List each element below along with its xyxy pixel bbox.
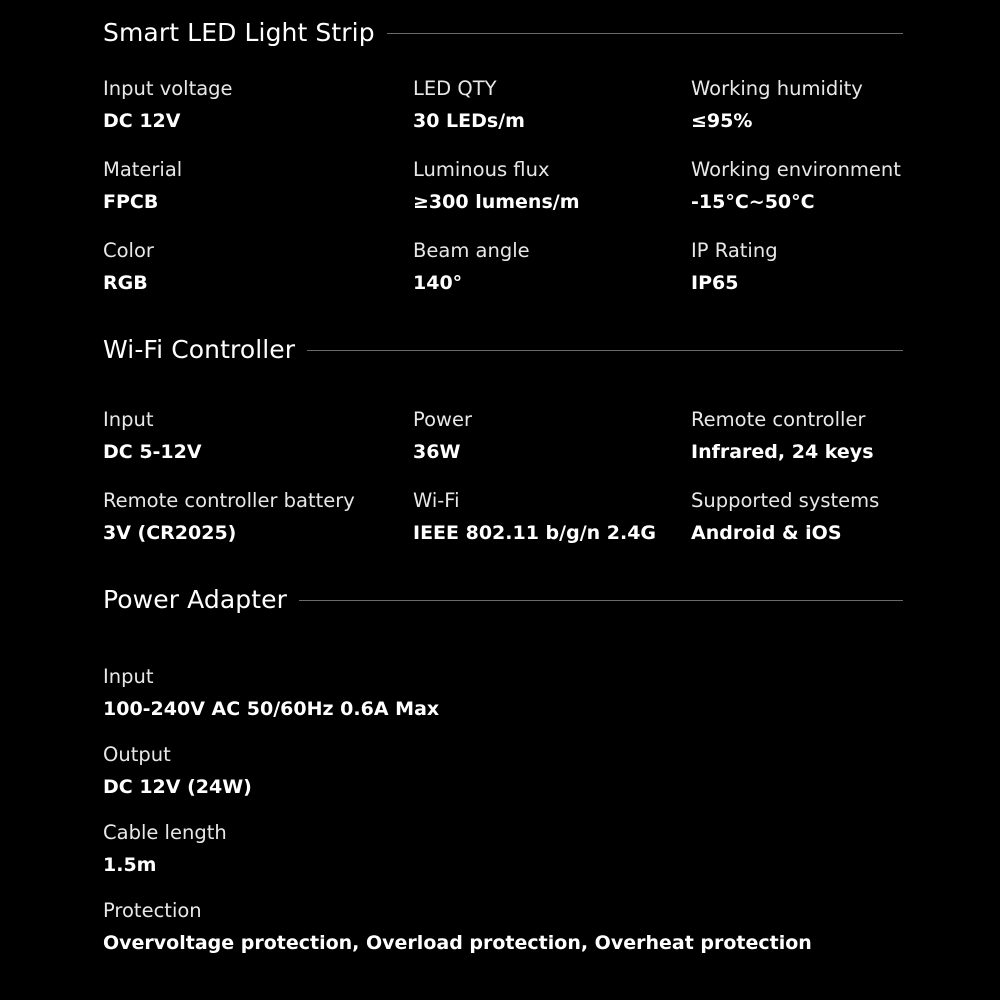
spec-label: Material [103, 157, 183, 181]
spec-item [413, 54, 691, 135]
spacer [103, 297, 903, 317]
spec-grid-smart-led-light-strip [103, 54, 903, 297]
spec-label: Input [103, 407, 154, 431]
spec-item [103, 135, 413, 216]
section-header-smart-led-light-strip [103, 18, 903, 48]
spec-value: 140° [413, 272, 463, 295]
spec-value: DC 12V (24W) [103, 776, 252, 799]
spec-label: Protection [103, 898, 202, 922]
spec-item [103, 801, 903, 879]
spec-value: FPCB [103, 191, 159, 214]
spec-label: LED QTY [413, 77, 497, 100]
spec-item [103, 54, 413, 135]
spec-item [103, 216, 413, 297]
spec-value: RGB [103, 272, 148, 295]
spec-item [691, 135, 903, 216]
spec-item [691, 385, 903, 466]
spec-item [691, 466, 903, 547]
spec-label: Working environment [691, 157, 901, 181]
section-title: Power Adapter [103, 585, 299, 615]
spec-label: Wi-Fi [413, 488, 460, 512]
spec-item [691, 54, 903, 135]
spec-label: Working humidity [691, 77, 863, 100]
spec-value: ≥300 lumens/m [413, 191, 580, 214]
spec-label: Beam angle [413, 238, 530, 262]
spec-value: Overvoltage protection, Overload protection, Overheat protection [103, 931, 812, 954]
spacer [103, 547, 903, 567]
spec-grid-wifi-controller [103, 385, 903, 547]
spec-item [103, 645, 903, 723]
spec-item [413, 135, 691, 216]
spec-item [413, 216, 691, 297]
spec-value: Infrared, 24 keys [691, 441, 874, 464]
spec-item [691, 216, 903, 297]
section-title: Smart LED Light Strip [103, 18, 387, 48]
spec-label: Supported systems [691, 488, 880, 512]
spec-value: -15°C~50°C [691, 191, 815, 214]
spec-label: Power [413, 407, 472, 431]
spec-label: Color [103, 238, 154, 262]
spec-label: Cable length [103, 820, 227, 844]
spec-value: Android & iOS [691, 522, 842, 545]
spec-item [413, 466, 691, 547]
spec-stack-power-adapter [103, 645, 903, 957]
spec-item [103, 385, 413, 466]
spec-value: DC 5-12V [103, 441, 202, 464]
spec-value: 30 LEDs/m [413, 110, 525, 133]
spacer [103, 371, 903, 385]
spec-item [103, 879, 903, 957]
section-header-power-adapter [103, 585, 903, 615]
spec-value: IEEE 802.11 b/g/n 2.4G [413, 522, 657, 545]
spec-label: Input voltage [103, 77, 233, 100]
spec-value: 36W [413, 441, 461, 464]
spec-item [103, 723, 903, 801]
spec-value: IP65 [691, 272, 739, 295]
spec-label: IP Rating [691, 238, 778, 262]
spec-value: 1.5m [103, 853, 157, 876]
spec-value: 100-240V AC 50/60Hz 0.6A Max [103, 698, 440, 721]
spec-label: Luminous flux [413, 157, 550, 181]
spec-label: Output [103, 742, 171, 766]
spec-sheet-content [103, 0, 903, 957]
section-title: Wi-Fi Controller [103, 335, 307, 365]
spec-item [103, 466, 413, 547]
spec-value: 3V (CR2025) [103, 522, 237, 545]
section-header-wifi-controller [103, 335, 903, 365]
spec-value: ≤95% [691, 110, 753, 133]
spec-item [413, 385, 691, 466]
spacer [103, 621, 903, 643]
spec-label: Remote controller [691, 407, 866, 431]
spec-label: Remote controller battery [103, 488, 355, 512]
spec-value: DC 12V [103, 110, 181, 133]
spec-label: Input [103, 664, 154, 688]
